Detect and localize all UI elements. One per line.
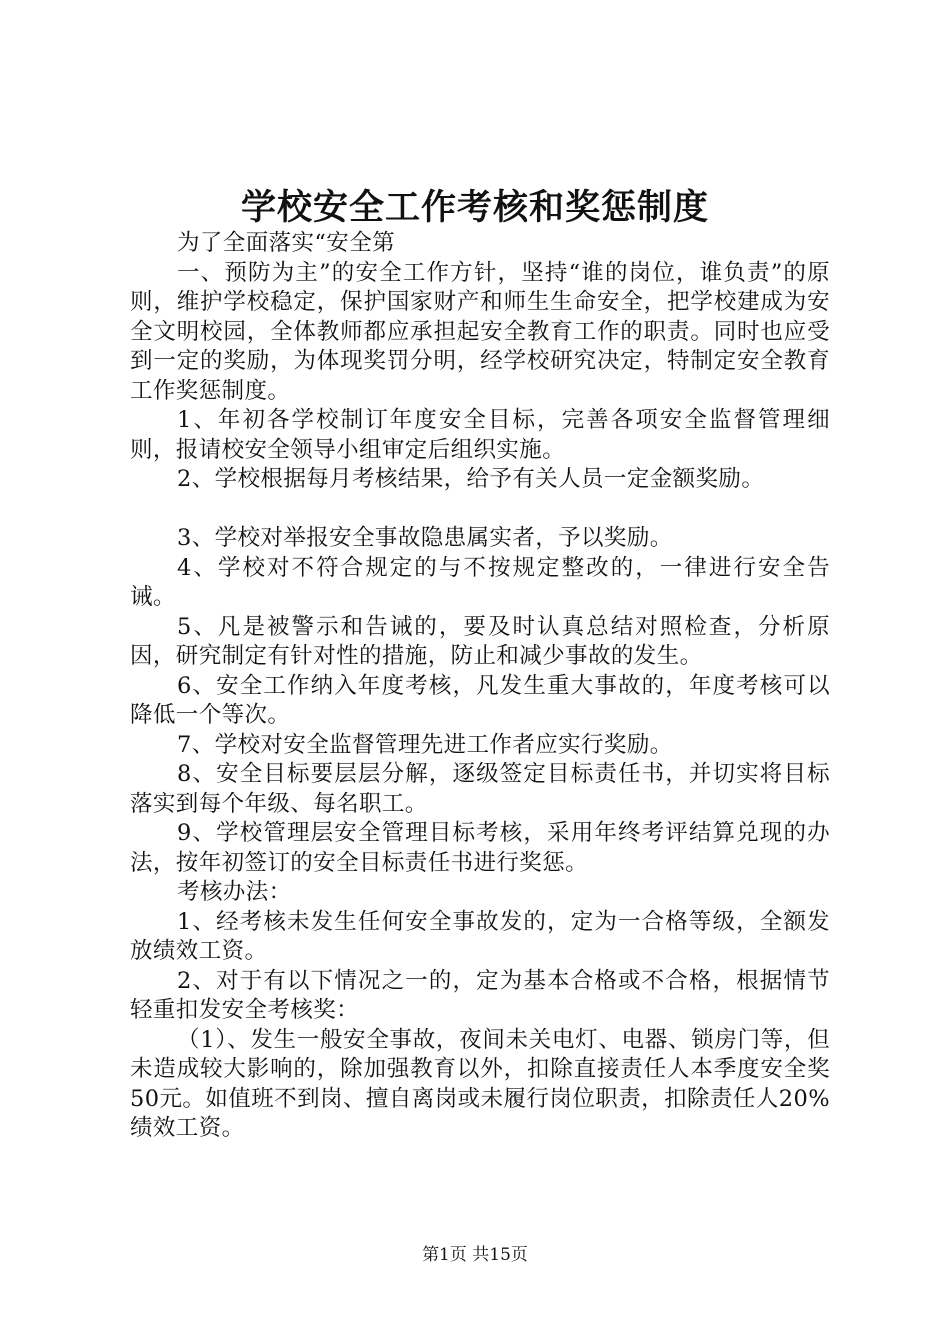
- paragraph-intro: 为了全面落实“安全第: [177, 230, 396, 256]
- paragraph-item-9: 9、学校管理层安全管理目标考核，采用年终考评结算兑现的办法，按年初签订的安全目标责任书进行奖惩。: [130, 820, 830, 876]
- paragraph-item-3: 3、学校对举报安全事故隐患属实者，予以奖励。: [177, 525, 673, 551]
- paragraph-assessment-2-sub-1: （1）、发生一般安全事故，夜间未关电灯、电器、锁房门等，但未造成较大影响的，除加强教育以外，扣除直接责任人本季度安全奖50元。如值班不到岗、擅自离岗或未履行岗位职责，扣除责任人20%绩效工资。: [130, 1026, 830, 1141]
- paragraph-item-4: 4、学校对不符合规定的与不按规定整改的，一律进行安全告诫。: [130, 554, 830, 610]
- paragraph-assessment-2: 2、对于有以下情况之一的，定为基本合格或不合格，根据情节轻重扣发安全考核奖：: [130, 967, 830, 1023]
- paragraph-item-1: 1、年初各学校制订年度安全目标，完善各项安全监督管理细则，报请校安全领导小组审定后组织实施。: [130, 407, 830, 463]
- paragraph-item-8: 8、安全目标要层层分解，逐级签定目标责任书，并切实将目标落实到每个年级、每名职工。: [130, 761, 830, 817]
- paragraph-policy: 一、预防为主”的安全工作方针，坚持“谁的岗位，谁负责”的原则，维护学校稳定，保护国家财产和师生生命安全，把学校建成为安全文明校园，全体教师都应承担起安全教育工作的职责。同时也应受到一定的奖励，为体现奖罚分明，经学校研究决定，特制定安全教育工作奖惩制度。: [130, 259, 830, 404]
- paragraph-item-7: 7、学校对安全监督管理先进工作者应实行奖励。: [177, 731, 673, 758]
- paragraph-item-5: 5、凡是被警示和告诫的，要及时认真总结对照检查，分析原因，研究制定有针对性的措施，防止和减少事故的发生。: [130, 613, 830, 669]
- section-heading-assessment: 考核办法：: [177, 879, 292, 905]
- paragraph-item-2: 2、学校根据每月考核结果，给予有关人员一定金额奖励。: [177, 466, 765, 492]
- blank-line: [130, 495, 830, 525]
- page-footer: 第1页 共15页: [422, 1245, 528, 1265]
- paragraph-item-6: 6、安全工作纳入年度考核，凡发生重大事故的，年度考核可以降低一个等次。: [130, 672, 830, 728]
- document-body: [130, 229, 830, 1144]
- paragraph-assessment-1: 1、经考核未发生任何安全事故发的，定为一合格等级，全额发放绩效工资。: [130, 908, 830, 964]
- document-title: 学校安全工作考核和奖惩制度: [240, 187, 709, 228]
